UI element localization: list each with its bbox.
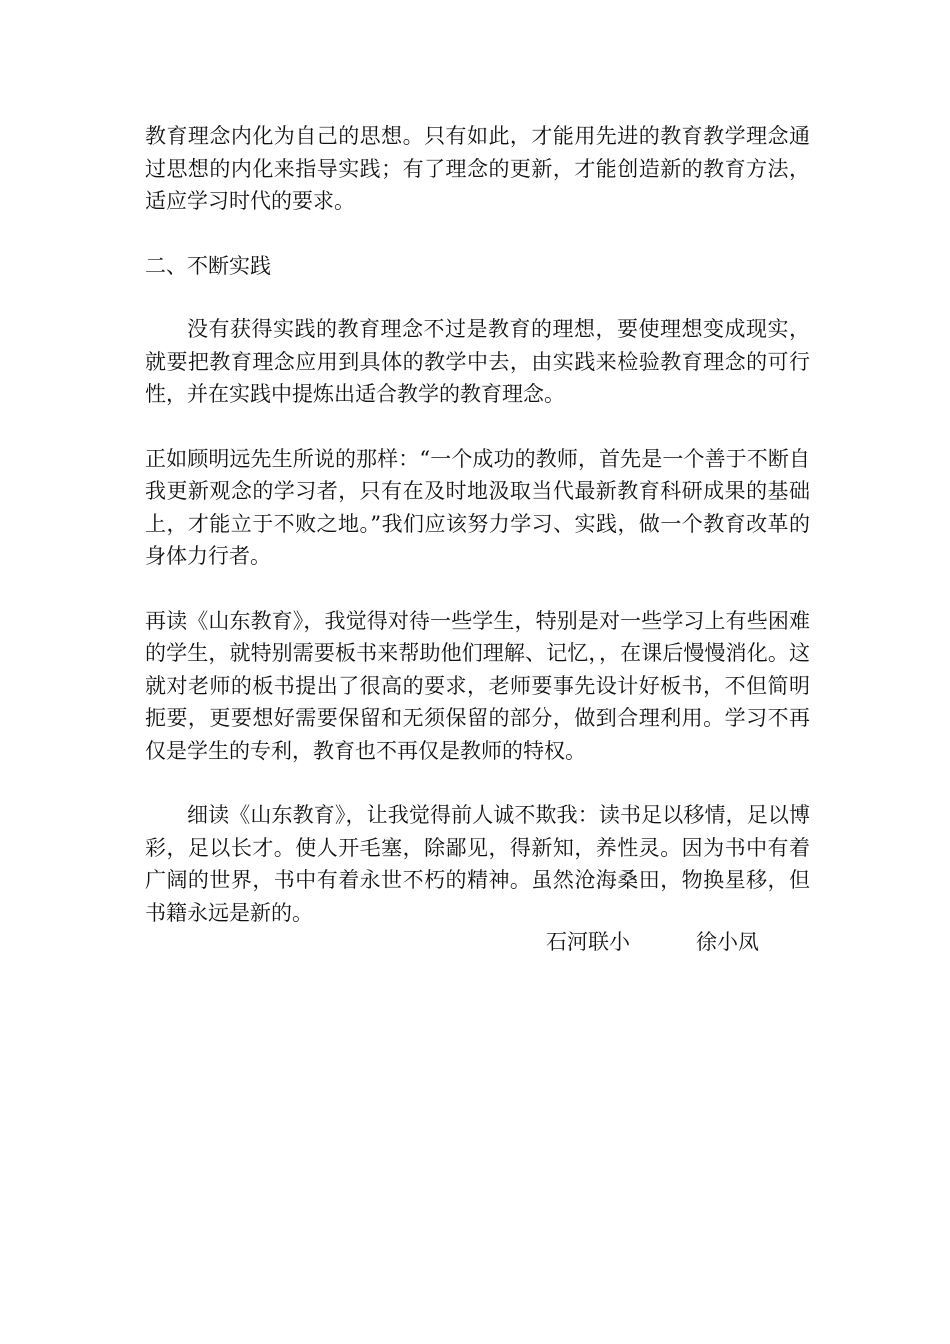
paragraph-5: 细读《山东教育》，让我觉得前人诚不欺我：读书足以移情，足以博彩，足以长才。使人开毛塞，除鄙见，得新知，养性灵。因为书中有着广阔的世界，书中有着永世不朽的精神。虽然沧海桑田，物换星移，但书籍永远是新的。 <box>145 803 810 925</box>
paragraph-2: 没有获得实践的教育理念不过是教育的理想，要使理想变成现实，就要把教育理念应用到具体的教学中去，由实践来检验教育理念的可行性，并在实践中提炼出适合教学的教育理念。 <box>145 317 810 406</box>
signature-author: 徐小凤 <box>696 930 759 954</box>
paragraph-4: 再读《山东教育》，我觉得对待一些学生，特别是对一些学习上有些困难的学生，就特别需要板书来帮助他们理解、记忆，，在课后慢慢消化。这就对老师的板书提出了很高的要求，老师要事先设计好板书，不但简明扼要，更要想好需要保留和无须保留的部分，做到合理利用。学习不再仅是学生的专利，教育也不再仅是教师的特权。 <box>145 608 810 763</box>
paragraph-1: 教育理念内化为自己的思想。只有如此，才能用先进的教育教学理念通过思想的内化来指导实践；有了理念的更新，才能创造新的教育方法，适应学习时代的要求。 <box>145 124 810 213</box>
section-heading-2: 二、不断实践 <box>145 253 271 278</box>
paragraph-3: 正如顾明远先生所说的那样：“一个成功的教师，首先是一个善于不断自我更新观念的学习者，只有在及时地汲取当代最新教育科研成果的基础上，才能立于不败之地。”我们应该努力学习、实践，做一个教育改革的身体力行者。 <box>145 446 810 568</box>
signature-school: 石河联小 <box>546 930 630 954</box>
document-body <box>145 120 810 961</box>
signature <box>546 926 759 958</box>
